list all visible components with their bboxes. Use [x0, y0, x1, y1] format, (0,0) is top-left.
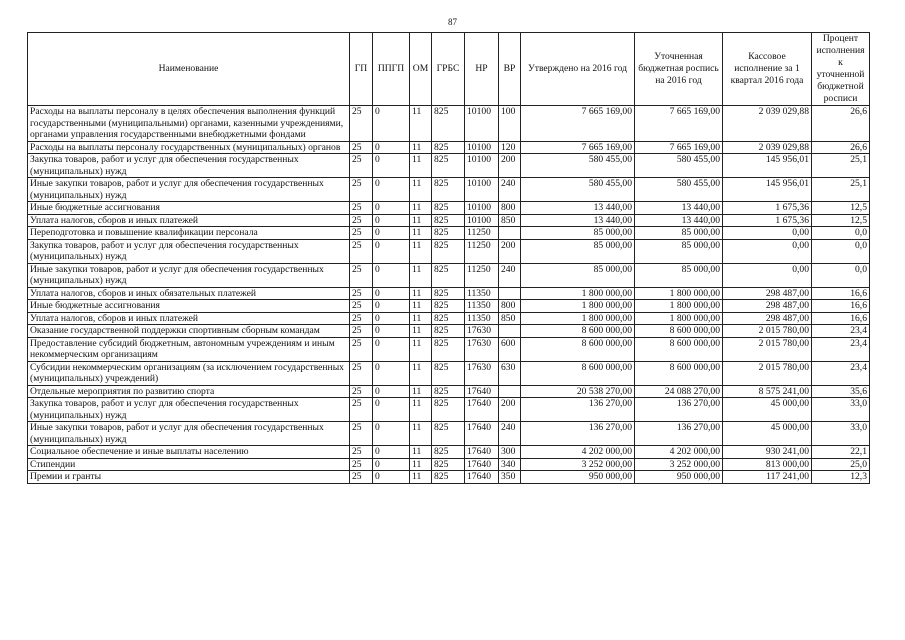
- pct-cell: 22,1: [812, 446, 870, 459]
- refined-cell: 580 455,00: [635, 154, 723, 178]
- ppgp-cell: 0: [373, 106, 410, 142]
- cash-cell: 45 000,00: [723, 398, 812, 422]
- nr-cell: 17640: [465, 385, 499, 398]
- vr-cell: 200: [499, 239, 521, 263]
- table-row: [28, 141, 870, 154]
- grbs-cell: 825: [432, 398, 465, 422]
- vr-cell: 240: [499, 422, 521, 446]
- row-name-cell: Социальное обеспечение и иные выплаты населению: [28, 446, 350, 459]
- pct-cell: 25,0: [812, 458, 870, 471]
- refined-cell: 13 440,00: [635, 214, 723, 227]
- om-cell: 11: [410, 227, 432, 240]
- pct-cell: 33,0: [812, 422, 870, 446]
- ppgp-cell: 0: [373, 227, 410, 240]
- om-cell: 11: [410, 446, 432, 459]
- refined-cell: 7 665 169,00: [635, 106, 723, 142]
- table-row: [28, 337, 870, 361]
- gp-cell: 25: [350, 422, 373, 446]
- nr-cell: 10100: [465, 106, 499, 142]
- refined-cell: 1 800 000,00: [635, 312, 723, 325]
- cash-cell: 8 575 241,00: [723, 385, 812, 398]
- approved-cell: 7 665 169,00: [521, 106, 635, 142]
- nr-cell: 10100: [465, 202, 499, 215]
- approved-cell: 4 202 000,00: [521, 446, 635, 459]
- vr-cell: 120: [499, 141, 521, 154]
- col-pct-header: Процент исполнения к уточненной бюджетной росписи: [812, 33, 870, 106]
- ppgp-cell: 0: [373, 263, 410, 287]
- pct-cell: 33,0: [812, 398, 870, 422]
- ppgp-cell: 0: [373, 202, 410, 215]
- ppgp-cell: 0: [373, 287, 410, 300]
- row-name-cell: Уплата налогов, сборов и иных платежей: [28, 214, 350, 227]
- row-name-cell: Стипендии: [28, 458, 350, 471]
- table-row: [28, 385, 870, 398]
- nr-cell: 10100: [465, 214, 499, 227]
- row-name-cell: Закупка товаров, работ и услуг для обеспечения государственных (муниципальных) нужд: [28, 398, 350, 422]
- grbs-cell: 825: [432, 154, 465, 178]
- ppgp-cell: 0: [373, 214, 410, 227]
- grbs-cell: 825: [432, 263, 465, 287]
- table-row: [28, 239, 870, 263]
- vr-cell: 240: [499, 178, 521, 202]
- om-cell: 11: [410, 398, 432, 422]
- cash-cell: 45 000,00: [723, 422, 812, 446]
- ppgp-cell: 0: [373, 141, 410, 154]
- gp-cell: 25: [350, 312, 373, 325]
- refined-cell: 85 000,00: [635, 263, 723, 287]
- approved-cell: 1 800 000,00: [521, 300, 635, 313]
- approved-cell: 85 000,00: [521, 263, 635, 287]
- col-gp-header: ГП: [350, 33, 373, 106]
- gp-cell: 25: [350, 202, 373, 215]
- ppgp-cell: 0: [373, 361, 410, 385]
- pct-cell: 16,6: [812, 287, 870, 300]
- col-ppgp-header: ППГП: [373, 33, 410, 106]
- approved-cell: 8 600 000,00: [521, 361, 635, 385]
- cash-cell: 2 015 780,00: [723, 361, 812, 385]
- om-cell: 11: [410, 214, 432, 227]
- nr-cell: 11350: [465, 287, 499, 300]
- om-cell: 11: [410, 239, 432, 263]
- gp-cell: 25: [350, 154, 373, 178]
- ppgp-cell: 0: [373, 458, 410, 471]
- om-cell: 11: [410, 106, 432, 142]
- ppgp-cell: 0: [373, 154, 410, 178]
- pct-cell: 35,6: [812, 385, 870, 398]
- om-cell: 11: [410, 202, 432, 215]
- nr-cell: 11350: [465, 300, 499, 313]
- pct-cell: 26,6: [812, 141, 870, 154]
- om-cell: 11: [410, 471, 432, 484]
- table-row: [28, 202, 870, 215]
- cash-cell: 1 675,36: [723, 214, 812, 227]
- cash-cell: 0,00: [723, 263, 812, 287]
- pct-cell: 26,6: [812, 106, 870, 142]
- table-row: [28, 446, 870, 459]
- pct-cell: 25,1: [812, 178, 870, 202]
- grbs-cell: 825: [432, 385, 465, 398]
- approved-cell: 85 000,00: [521, 239, 635, 263]
- approved-cell: 13 440,00: [521, 202, 635, 215]
- row-name-cell: Уплата налогов, сборов и иных платежей: [28, 312, 350, 325]
- row-name-cell: Оказание государственной поддержки спортивным сборным командам: [28, 325, 350, 338]
- col-nr-header: НР: [465, 33, 499, 106]
- refined-cell: 8 600 000,00: [635, 361, 723, 385]
- refined-cell: 7 665 169,00: [635, 141, 723, 154]
- vr-cell: 850: [499, 312, 521, 325]
- approved-cell: 8 600 000,00: [521, 337, 635, 361]
- approved-cell: 136 270,00: [521, 422, 635, 446]
- vr-cell: 300: [499, 446, 521, 459]
- cash-cell: 145 956,01: [723, 154, 812, 178]
- pct-cell: 25,1: [812, 154, 870, 178]
- ppgp-cell: 0: [373, 385, 410, 398]
- approved-cell: 1 800 000,00: [521, 312, 635, 325]
- om-cell: 11: [410, 141, 432, 154]
- col-cash-header: Кассовое исполнение за 1 квартал 2016 года: [723, 33, 812, 106]
- grbs-cell: 825: [432, 106, 465, 142]
- vr-cell: [499, 287, 521, 300]
- om-cell: 11: [410, 458, 432, 471]
- vr-cell: [499, 385, 521, 398]
- grbs-cell: 825: [432, 202, 465, 215]
- om-cell: 11: [410, 300, 432, 313]
- row-name-cell: Отдельные мероприятия по развитию спорта: [28, 385, 350, 398]
- pct-cell: 0,0: [812, 263, 870, 287]
- om-cell: 11: [410, 361, 432, 385]
- om-cell: 11: [410, 263, 432, 287]
- cash-cell: 2 015 780,00: [723, 337, 812, 361]
- table-body: [28, 106, 870, 484]
- gp-cell: 25: [350, 214, 373, 227]
- nr-cell: 10100: [465, 154, 499, 178]
- cash-cell: 298 487,00: [723, 300, 812, 313]
- grbs-cell: 825: [432, 337, 465, 361]
- grbs-cell: 825: [432, 422, 465, 446]
- row-name-cell: Иные закупки товаров, работ и услуг для обеспечения государственных (муниципальных) нужд: [28, 422, 350, 446]
- nr-cell: 10100: [465, 141, 499, 154]
- row-name-cell: Иные бюджетные ассигнования: [28, 202, 350, 215]
- om-cell: 11: [410, 325, 432, 338]
- cash-cell: 145 956,01: [723, 178, 812, 202]
- gp-cell: 25: [350, 398, 373, 422]
- gp-cell: 25: [350, 239, 373, 263]
- gp-cell: 25: [350, 227, 373, 240]
- om-cell: 11: [410, 154, 432, 178]
- table-row: [28, 178, 870, 202]
- pct-cell: 23,4: [812, 325, 870, 338]
- row-name-cell: Закупка товаров, работ и услуг для обеспечения государственных (муниципальных) нужд: [28, 239, 350, 263]
- nr-cell: 17640: [465, 422, 499, 446]
- row-name-cell: Субсидии некоммерческим организациям (за исключением государственных (муниципальных) учреждений): [28, 361, 350, 385]
- gp-cell: 25: [350, 458, 373, 471]
- refined-cell: 136 270,00: [635, 398, 723, 422]
- grbs-cell: 825: [432, 214, 465, 227]
- approved-cell: 85 000,00: [521, 227, 635, 240]
- ppgp-cell: 0: [373, 446, 410, 459]
- vr-cell: [499, 325, 521, 338]
- approved-cell: 3 252 000,00: [521, 458, 635, 471]
- nr-cell: 10100: [465, 178, 499, 202]
- vr-cell: 240: [499, 263, 521, 287]
- row-name-cell: Закупка товаров, работ и услуг для обеспечения государственных (муниципальных) нужд: [28, 154, 350, 178]
- col-name-header: Наименование: [28, 33, 350, 106]
- ppgp-cell: 0: [373, 471, 410, 484]
- vr-cell: [499, 227, 521, 240]
- table-row: [28, 287, 870, 300]
- table-row: [28, 458, 870, 471]
- nr-cell: 17630: [465, 337, 499, 361]
- nr-cell: 11250: [465, 263, 499, 287]
- cash-cell: 0,00: [723, 227, 812, 240]
- gp-cell: 25: [350, 471, 373, 484]
- ppgp-cell: 0: [373, 398, 410, 422]
- grbs-cell: 825: [432, 471, 465, 484]
- om-cell: 11: [410, 178, 432, 202]
- om-cell: 11: [410, 337, 432, 361]
- cash-cell: 2 015 780,00: [723, 325, 812, 338]
- grbs-cell: 825: [432, 227, 465, 240]
- approved-cell: 1 800 000,00: [521, 287, 635, 300]
- nr-cell: 17640: [465, 471, 499, 484]
- pct-cell: 16,6: [812, 312, 870, 325]
- grbs-cell: 825: [432, 287, 465, 300]
- approved-cell: 580 455,00: [521, 178, 635, 202]
- nr-cell: 11350: [465, 312, 499, 325]
- row-name-cell: Иные бюджетные ассигнования: [28, 300, 350, 313]
- nr-cell: 11250: [465, 227, 499, 240]
- nr-cell: 17640: [465, 446, 499, 459]
- pct-cell: 0,0: [812, 227, 870, 240]
- om-cell: 11: [410, 312, 432, 325]
- ppgp-cell: 0: [373, 239, 410, 263]
- vr-cell: 630: [499, 361, 521, 385]
- om-cell: 11: [410, 385, 432, 398]
- ppgp-cell: 0: [373, 337, 410, 361]
- gp-cell: 25: [350, 141, 373, 154]
- table-row: [28, 471, 870, 484]
- refined-cell: 8 600 000,00: [635, 337, 723, 361]
- pct-cell: 12,5: [812, 202, 870, 215]
- table-row: [28, 300, 870, 313]
- vr-cell: 600: [499, 337, 521, 361]
- grbs-cell: 825: [432, 178, 465, 202]
- table-row: [28, 312, 870, 325]
- pct-cell: 23,4: [812, 337, 870, 361]
- row-name-cell: Премии и гранты: [28, 471, 350, 484]
- refined-cell: 950 000,00: [635, 471, 723, 484]
- vr-cell: 100: [499, 106, 521, 142]
- cash-cell: 930 241,00: [723, 446, 812, 459]
- nr-cell: 11250: [465, 239, 499, 263]
- approved-cell: 950 000,00: [521, 471, 635, 484]
- table-row: [28, 422, 870, 446]
- col-om-header: ОМ: [410, 33, 432, 106]
- col-grbs-header: ГРБС: [432, 33, 465, 106]
- ppgp-cell: 0: [373, 312, 410, 325]
- refined-cell: 13 440,00: [635, 202, 723, 215]
- cash-cell: 117 241,00: [723, 471, 812, 484]
- row-name-cell: Расходы на выплаты персоналу в целях обеспечения выполнения функций государственными (муниципальными) органами, казенными учреждениями, органами управления государственными внебюджетными фондами: [28, 106, 350, 142]
- table-row: [28, 227, 870, 240]
- grbs-cell: 825: [432, 458, 465, 471]
- vr-cell: 850: [499, 214, 521, 227]
- grbs-cell: 825: [432, 325, 465, 338]
- ppgp-cell: 0: [373, 300, 410, 313]
- vr-cell: 800: [499, 300, 521, 313]
- ppgp-cell: 0: [373, 325, 410, 338]
- table-row: [28, 398, 870, 422]
- cash-cell: 1 675,36: [723, 202, 812, 215]
- nr-cell: 17630: [465, 361, 499, 385]
- gp-cell: 25: [350, 300, 373, 313]
- grbs-cell: 825: [432, 141, 465, 154]
- grbs-cell: 825: [432, 446, 465, 459]
- refined-cell: 8 600 000,00: [635, 325, 723, 338]
- grbs-cell: 825: [432, 361, 465, 385]
- nr-cell: 17640: [465, 398, 499, 422]
- approved-cell: 20 538 270,00: [521, 385, 635, 398]
- cash-cell: 298 487,00: [723, 287, 812, 300]
- refined-cell: 85 000,00: [635, 239, 723, 263]
- col-refined-header: Уточненная бюджетная роспись на 2016 год: [635, 33, 723, 106]
- col-vr-header: ВР: [499, 33, 521, 106]
- cash-cell: 298 487,00: [723, 312, 812, 325]
- ppgp-cell: 0: [373, 422, 410, 446]
- row-name-cell: Предоставление субсидий бюджетным, автономным учреждениям и иным некоммерческим организациям: [28, 337, 350, 361]
- refined-cell: 24 088 270,00: [635, 385, 723, 398]
- grbs-cell: 825: [432, 300, 465, 313]
- table-header-row: [28, 33, 870, 106]
- pct-cell: 16,6: [812, 300, 870, 313]
- pct-cell: 0,0: [812, 239, 870, 263]
- vr-cell: 200: [499, 154, 521, 178]
- gp-cell: 25: [350, 361, 373, 385]
- table-row: [28, 325, 870, 338]
- vr-cell: 340: [499, 458, 521, 471]
- gp-cell: 25: [350, 337, 373, 361]
- table-row: [28, 106, 870, 142]
- refined-cell: 3 252 000,00: [635, 458, 723, 471]
- approved-cell: 580 455,00: [521, 154, 635, 178]
- table-row: [28, 361, 870, 385]
- approved-cell: 13 440,00: [521, 214, 635, 227]
- grbs-cell: 825: [432, 239, 465, 263]
- row-name-cell: Иные закупки товаров, работ и услуг для обеспечения государственных (муниципальных) нужд: [28, 178, 350, 202]
- page-number: 87: [448, 17, 457, 27]
- gp-cell: 25: [350, 263, 373, 287]
- grbs-cell: 825: [432, 312, 465, 325]
- refined-cell: 580 455,00: [635, 178, 723, 202]
- cash-cell: 0,00: [723, 239, 812, 263]
- om-cell: 11: [410, 422, 432, 446]
- col-approved-header: Утверждено на 2016 год: [521, 33, 635, 106]
- refined-cell: 1 800 000,00: [635, 287, 723, 300]
- gp-cell: 25: [350, 385, 373, 398]
- om-cell: 11: [410, 287, 432, 300]
- refined-cell: 85 000,00: [635, 227, 723, 240]
- approved-cell: 7 665 169,00: [521, 141, 635, 154]
- refined-cell: 4 202 000,00: [635, 446, 723, 459]
- gp-cell: 25: [350, 325, 373, 338]
- row-name-cell: Иные закупки товаров, работ и услуг для обеспечения государственных (муниципальных) нужд: [28, 263, 350, 287]
- cash-cell: 2 039 029,88: [723, 106, 812, 142]
- table-row: [28, 154, 870, 178]
- gp-cell: 25: [350, 446, 373, 459]
- row-name-cell: Переподготовка и повышение квалификации персонала: [28, 227, 350, 240]
- pct-cell: 12,3: [812, 471, 870, 484]
- cash-cell: 813 000,00: [723, 458, 812, 471]
- approved-cell: 8 600 000,00: [521, 325, 635, 338]
- nr-cell: 17640: [465, 458, 499, 471]
- vr-cell: 800: [499, 202, 521, 215]
- cash-cell: 2 039 029,88: [723, 141, 812, 154]
- refined-cell: 1 800 000,00: [635, 300, 723, 313]
- gp-cell: 25: [350, 106, 373, 142]
- row-name-cell: Расходы на выплаты персоналу государственных (муниципальных) органов: [28, 141, 350, 154]
- approved-cell: 136 270,00: [521, 398, 635, 422]
- pct-cell: 12,5: [812, 214, 870, 227]
- gp-cell: 25: [350, 178, 373, 202]
- table-row: [28, 263, 870, 287]
- ppgp-cell: 0: [373, 178, 410, 202]
- vr-cell: 350: [499, 471, 521, 484]
- row-name-cell: Уплата налогов, сборов и иных обязательных платежей: [28, 287, 350, 300]
- refined-cell: 136 270,00: [635, 422, 723, 446]
- nr-cell: 17630: [465, 325, 499, 338]
- vr-cell: 200: [499, 398, 521, 422]
- budget-execution-table: [27, 32, 870, 484]
- table-row: [28, 214, 870, 227]
- gp-cell: 25: [350, 287, 373, 300]
- pct-cell: 23,4: [812, 361, 870, 385]
